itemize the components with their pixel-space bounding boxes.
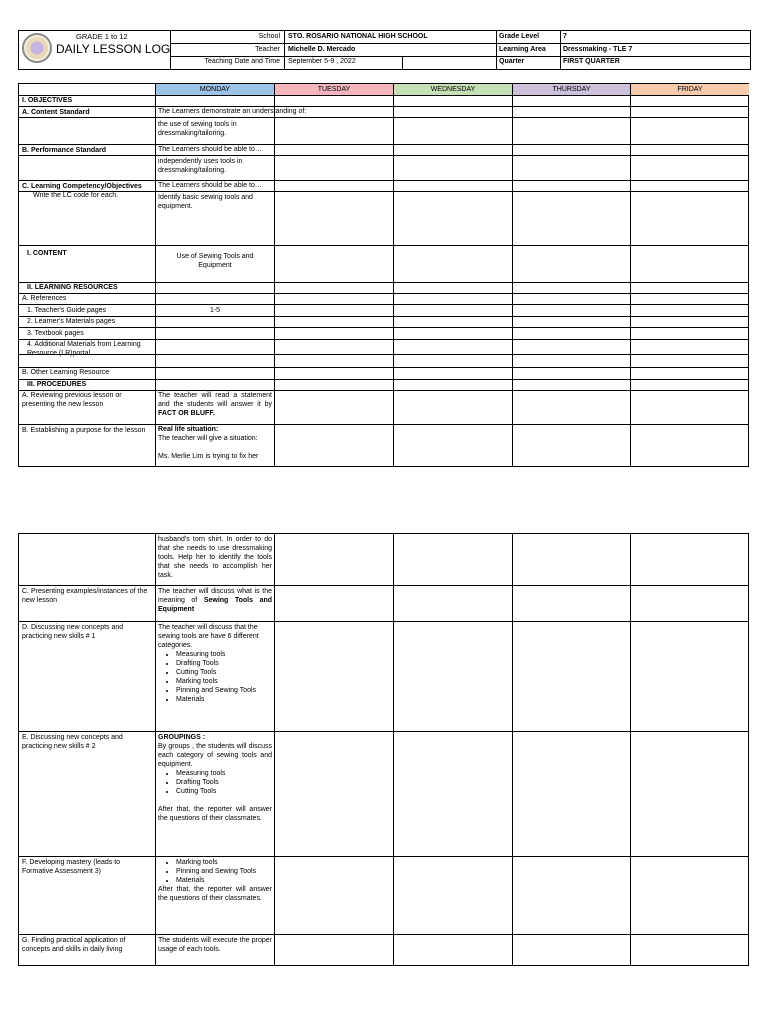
proc-f-list xyxy=(158,858,272,885)
content-standard-intro: The Learners demonstrate an understanding of: xyxy=(158,108,307,115)
list-item: • Drafting Tools xyxy=(176,659,272,668)
lc-text: Identify basic sewing tools and equipment. xyxy=(158,194,253,210)
performance-standard-label: B. Performance Standard xyxy=(22,147,107,154)
lesson-table-page2 xyxy=(18,533,749,966)
learning-competency-sub: Write the LC code for each. xyxy=(33,192,119,199)
learning-area-label: Learning Area xyxy=(499,46,546,53)
performance-standard-text: independently uses tools in dressmaking/tailoring. xyxy=(158,158,243,174)
deped-seal-icon xyxy=(22,33,52,63)
school-value: STO. ROSARIO NATIONAL HIGH SCHOOL xyxy=(288,33,428,40)
content-standard-text: the use of sewing tools in dressmaking/tailoring. xyxy=(158,121,237,137)
list-item: • Marking tools xyxy=(176,677,272,686)
ref-textbook: 3. Textbook pages xyxy=(27,330,84,337)
list-item: • Pinning and Sewing Tools xyxy=(176,686,272,695)
proc-d-list xyxy=(158,650,272,704)
list-item: • Marking tools xyxy=(176,858,272,867)
teacher-label: Teacher xyxy=(255,46,280,53)
content-text: Use of Sewing Tools and Equipment xyxy=(176,253,254,269)
references-label: A. References xyxy=(22,295,67,302)
day-header-wednesday: WEDNESDAY xyxy=(430,86,476,93)
proc-g-label: G. Finding practical application of concepts and skills in daily living xyxy=(22,937,126,953)
lc-intro: The Learners should be able to… xyxy=(158,182,262,189)
objectives-heading: I. OBJECTIVES xyxy=(22,97,73,104)
content-standard-label: A. Content Standard xyxy=(22,109,90,116)
ref-additional-materials: 4. Additional Materials from Learning Resource (LR)portal xyxy=(27,341,141,357)
content-heading: I. CONTENT xyxy=(27,250,67,257)
page-title: DAILY LESSON LOG xyxy=(56,42,171,56)
proc-f-label: F. Developing mastery (leads to Formative Assessment 3) xyxy=(22,859,121,875)
school-label: School xyxy=(258,33,280,40)
quarter-value: FIRST QUARTER xyxy=(563,58,620,65)
teacher-value: Michelle D. Mercado xyxy=(288,46,356,53)
list-item: • Measuring tools xyxy=(176,769,272,778)
proc-b-label: B. Establishing a purpose for the lesson xyxy=(22,427,146,434)
list-item: • Cutting Tools xyxy=(176,787,272,796)
proc-e-text: GROUPINGS : By groups , the students will discuss each category of sewing tools and equipment. • Measuring tools • Drafting Tools • Cutting Tools After that, the reporter will answer the questions of their classmates. xyxy=(158,733,272,823)
grade-level-value: 7 xyxy=(563,33,567,40)
proc-c-text: The teacher will discuss what is the meaning of Sewing Tools and Equipment xyxy=(158,588,272,613)
list-item: • Drafting Tools xyxy=(176,778,272,787)
lesson-table-page1 xyxy=(18,83,749,467)
list-item: • Cutting Tools xyxy=(176,668,272,677)
proc-a-text: The teacher will read a statement and the students will answer it by FACT OR BLUFF. xyxy=(158,392,272,417)
proc-d-label: D. Discussing new concepts and practicing new skills # 1 xyxy=(22,624,124,640)
learning-resources-heading: II. LEARNING RESOURCES xyxy=(27,284,118,291)
proc-a-label: A. Reviewing previous lesson or presenting the new lesson xyxy=(22,392,122,408)
day-header-thursday: THURSDAY xyxy=(552,86,591,93)
day-header-monday: MONDAY xyxy=(199,86,231,93)
grade-level-label: Grade Level xyxy=(499,33,540,40)
ref-learners-materials: 2. Learner's Materials pages xyxy=(27,318,116,325)
grade-range: GRADE 1 to 12 xyxy=(76,32,128,41)
list-item: • Materials xyxy=(176,695,272,704)
proc-b-continued-text: husband's torn shirt. In order to do that she needs to use dressmaking tools. Help her to identify the tools that she needs to accomplish her task. xyxy=(158,536,272,579)
list-item: • Measuring tools xyxy=(176,650,272,659)
proc-c-label: C. Presenting examples/instances of the new lesson xyxy=(22,588,148,604)
proc-e-label: E. Discussing new concepts and practicing new skills # 2 xyxy=(22,734,123,750)
proc-e-list xyxy=(158,769,272,796)
proc-b-text: Real life situation: The teacher will give a situation: Ms. Merlie Lim is trying to fix her xyxy=(158,426,259,460)
ref-teachers-guide: 1. Teacher's Guide pages xyxy=(27,307,107,314)
learning-area-value: Dressmaking - TLE 7 xyxy=(563,46,633,53)
quarter-label: Quarter xyxy=(499,58,525,65)
day-header-friday: FRIDAY xyxy=(677,86,703,93)
ref-teachers-guide-value: 1-5 xyxy=(209,307,221,314)
learning-competency-label: C. Learning Competency/Objectives xyxy=(22,183,142,190)
other-resource-label: B. Other Learning Resource xyxy=(22,369,110,376)
list-item: • Materials xyxy=(176,876,272,885)
list-item: • Pinning and Sewing Tools xyxy=(176,867,272,876)
day-header-tuesday: TUESDAY xyxy=(317,86,351,93)
performance-standard-intro: The Learners should be able to… xyxy=(158,146,262,153)
date-label: Teaching Date and Time xyxy=(204,58,280,65)
proc-f-text: • Marking tools • Pinning and Sewing Tools • Materials After that, the reporter will answer the questions of their classmates. xyxy=(158,858,272,903)
date-value: September 5-9 , 2022 xyxy=(288,58,356,65)
procedures-heading: III. PROCEDURES xyxy=(27,381,87,388)
proc-d-text: The teacher will discuss that the sewing tools are have 6 different categories. • Measuring tools • Drafting Tools • Cutting Tools • Marking tools • Pinning and Sewing Tools • Materials xyxy=(158,623,272,704)
proc-g-text: The students will execute the proper usage of each tools. xyxy=(158,937,272,953)
